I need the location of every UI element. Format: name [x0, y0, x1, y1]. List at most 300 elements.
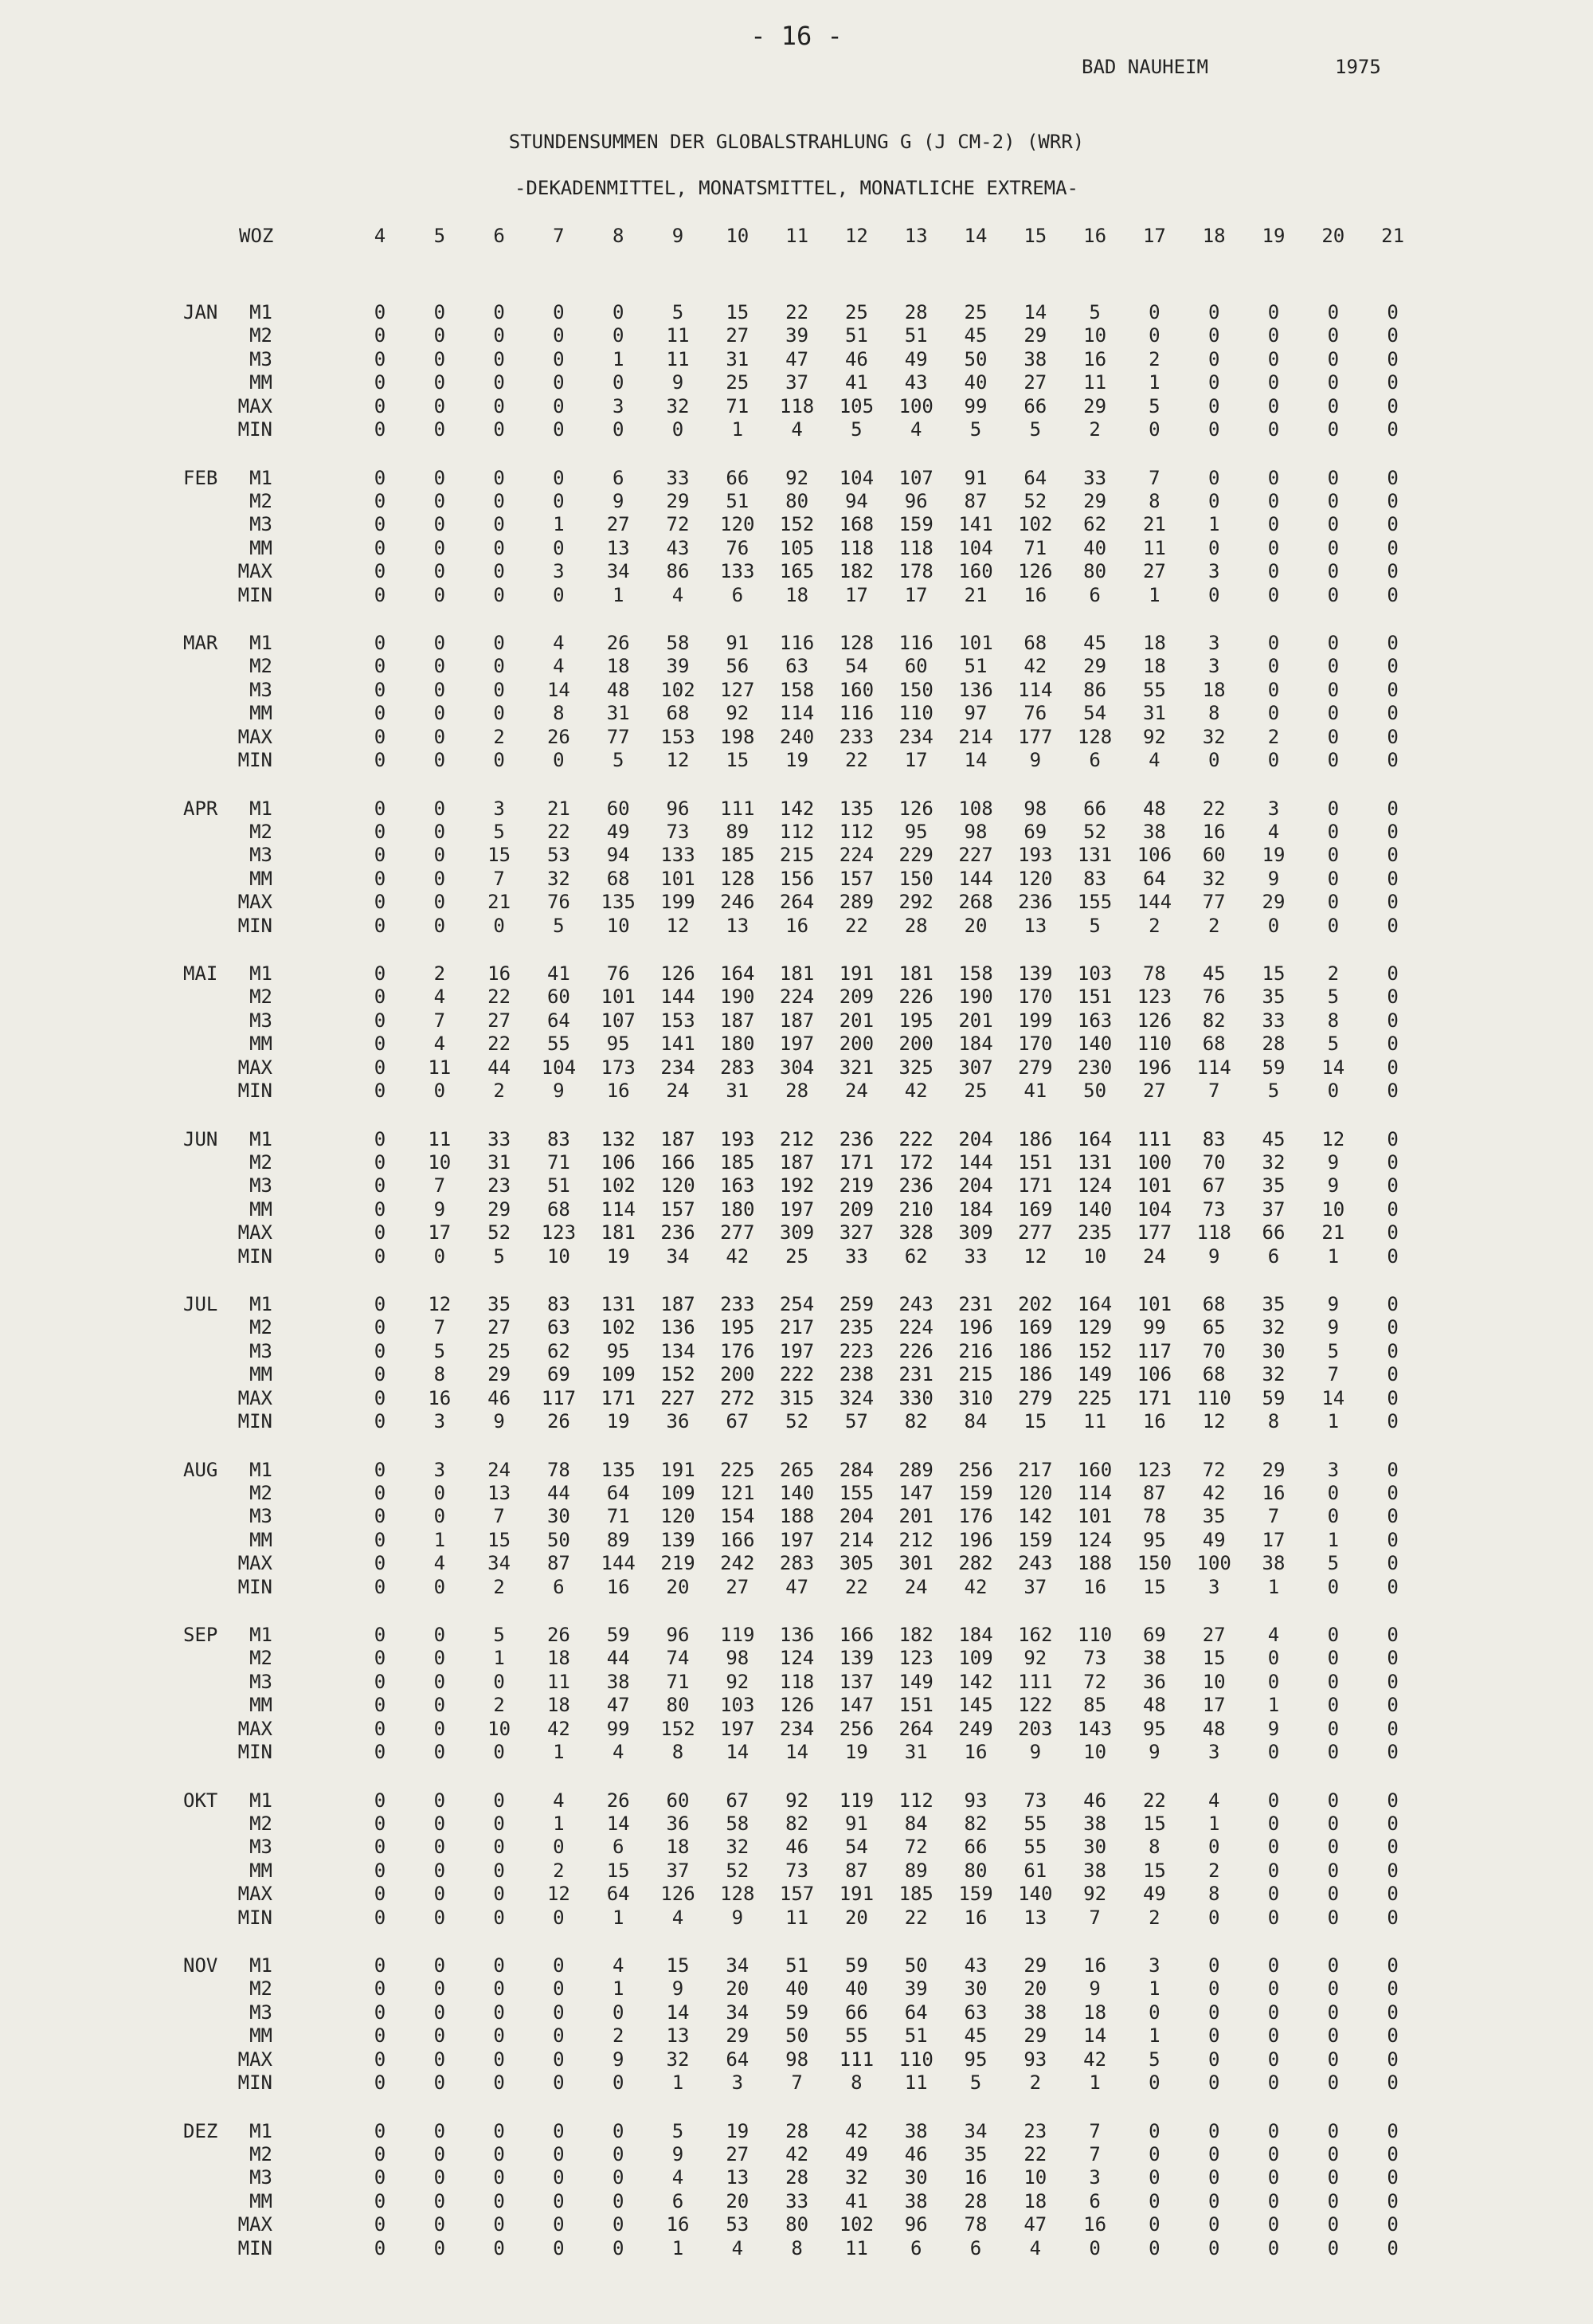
value-cell: 168: [839, 513, 875, 536]
value-cell: 8: [1327, 1009, 1340, 1032]
value-cell: 52: [1083, 820, 1107, 843]
value-cell: 1: [612, 1977, 624, 2001]
value-cell: 2: [493, 725, 505, 748]
value-cell: 0: [433, 1080, 446, 1102]
row-label: M2: [249, 820, 272, 843]
value-cell: 29: [1262, 891, 1286, 914]
value-cell: 50: [785, 2024, 809, 2048]
value-cell: 112: [839, 820, 875, 843]
month-name: NOV: [183, 1954, 218, 1977]
value-cell: 0: [433, 371, 446, 394]
value-cell: 29: [487, 1363, 511, 1386]
value-cell: 0: [433, 2213, 446, 2236]
value-cell: 209: [839, 1197, 875, 1221]
value-cell: 0: [1387, 1741, 1399, 1763]
value-cell: 0: [1267, 2142, 1280, 2165]
value-cell: 0: [1207, 2048, 1220, 2071]
value-cell: 0: [1387, 1009, 1399, 1032]
row-label: M1: [249, 1624, 272, 1646]
value-cell: 188: [779, 1505, 815, 1528]
value-cell: 33: [785, 2189, 809, 2212]
value-cell: 0: [374, 1033, 386, 1056]
value-cell: 52: [1024, 489, 1047, 512]
value-cell: 0: [374, 725, 386, 748]
hour-header: 7: [553, 225, 565, 247]
value-cell: 42: [1024, 655, 1047, 678]
value-cell: 128: [720, 1883, 755, 1906]
value-cell: 0: [1327, 1717, 1340, 1740]
value-cell: 152: [660, 1363, 695, 1386]
value-cell: 43: [904, 371, 928, 394]
value-cell: 198: [720, 725, 755, 748]
value-cell: 47: [785, 347, 809, 370]
value-cell: 0: [433, 1575, 446, 1598]
value-cell: 0: [553, 371, 565, 394]
value-cell: 0: [1387, 1056, 1399, 1079]
value-cell: 7: [433, 1009, 446, 1032]
value-cell: 159: [958, 1481, 993, 1504]
value-cell: 85: [1083, 1694, 1107, 1717]
value-cell: 14: [666, 2001, 690, 2024]
value-cell: 0: [374, 489, 386, 512]
value-cell: 99: [1142, 1316, 1166, 1339]
table-row: [0, 348, 1593, 371]
value-cell: 103: [720, 1694, 755, 1717]
row-label: MM: [249, 1694, 272, 1717]
value-cell: 0: [1387, 1316, 1399, 1339]
value-cell: 0: [612, 2236, 624, 2259]
value-cell: 0: [1207, 583, 1220, 606]
row-label: M3: [249, 2166, 272, 2189]
value-cell: 0: [493, 536, 505, 559]
value-cell: 43: [964, 1954, 988, 1977]
value-cell: 100: [1137, 1150, 1172, 1174]
value-cell: 0: [553, 1906, 565, 1929]
value-cell: 0: [1387, 1836, 1399, 1859]
value-cell: 45: [1202, 962, 1226, 985]
value-cell: 309: [779, 1221, 815, 1244]
row-label: M2: [249, 324, 272, 347]
value-cell: 215: [958, 1363, 993, 1386]
value-cell: 0: [1267, 1670, 1280, 1693]
year: 1975: [1335, 56, 1381, 78]
value-cell: 0: [1387, 2166, 1399, 2189]
value-cell: 91: [964, 466, 988, 489]
value-cell: 5: [553, 914, 565, 937]
value-cell: 131: [1077, 844, 1113, 867]
value-cell: 0: [433, 1977, 446, 2001]
row-label: M3: [249, 1339, 272, 1362]
value-cell: 43: [666, 536, 690, 559]
value-cell: 0: [493, 2024, 505, 2048]
value-cell: 0: [1387, 820, 1399, 843]
value-cell: 0: [1267, 678, 1280, 701]
value-cell: 236: [660, 1221, 695, 1244]
value-cell: 0: [553, 347, 565, 370]
value-cell: 2: [493, 1080, 505, 1102]
value-cell: 0: [1327, 1859, 1340, 1882]
value-cell: 0: [553, 466, 565, 489]
row-label: MAX: [237, 1386, 272, 1409]
value-cell: 107: [601, 1009, 636, 1032]
value-cell: 0: [612, 2001, 624, 2024]
value-cell: 120: [660, 1174, 695, 1197]
value-cell: 21: [487, 891, 511, 914]
value-cell: 0: [1327, 1670, 1340, 1693]
value-cell: 226: [898, 986, 933, 1009]
value-cell: 17: [904, 749, 928, 771]
value-cell: 0: [433, 1741, 446, 1763]
value-cell: 0: [493, 1741, 505, 1763]
value-cell: 153: [660, 725, 695, 748]
value-cell: 10: [428, 1150, 452, 1174]
value-cell: 18: [1142, 632, 1166, 654]
value-cell: 0: [433, 749, 446, 771]
value-cell: 22: [487, 1033, 511, 1056]
value-cell: 61: [1024, 1859, 1047, 1882]
value-cell: 11: [666, 347, 690, 370]
value-cell: 3: [731, 2071, 744, 2094]
value-cell: 53: [726, 2213, 750, 2236]
value-cell: 0: [493, 1836, 505, 1859]
value-cell: 50: [964, 347, 988, 370]
hour-header: 19: [1262, 225, 1286, 247]
value-cell: 36: [1142, 1670, 1166, 1693]
value-cell: 118: [839, 536, 875, 559]
row-label: MM: [249, 1197, 272, 1221]
value-cell: 150: [1137, 1552, 1172, 1575]
value-cell: 0: [374, 394, 386, 417]
value-cell: 0: [1267, 1789, 1280, 1812]
value-cell: 140: [1077, 1197, 1113, 1221]
table-row: [0, 844, 1593, 867]
value-cell: 45: [1262, 1127, 1286, 1150]
row-label: M1: [249, 1458, 272, 1481]
value-cell: 135: [839, 797, 875, 820]
value-cell: 32: [1262, 1316, 1286, 1339]
value-cell: 57: [844, 1410, 868, 1432]
value-cell: 0: [1387, 1386, 1399, 1409]
value-cell: 45: [964, 324, 988, 347]
value-cell: 31: [606, 702, 630, 725]
value-cell: 19: [1262, 844, 1286, 867]
value-cell: 32: [546, 867, 570, 890]
hour-header: 20: [1321, 225, 1345, 247]
value-cell: 187: [660, 1127, 695, 1150]
value-cell: 0: [612, 324, 624, 347]
value-cell: 0: [1327, 1883, 1340, 1906]
value-cell: 181: [779, 962, 815, 985]
value-cell: 235: [839, 1316, 875, 1339]
value-cell: 59: [844, 1954, 868, 1977]
row-label: MAX: [237, 2048, 272, 2071]
value-cell: 0: [1387, 962, 1399, 985]
value-cell: 224: [898, 1316, 933, 1339]
month-name: MAR: [183, 632, 218, 654]
value-cell: 0: [493, 1977, 505, 2001]
value-cell: 0: [1387, 1244, 1399, 1268]
value-cell: 20: [726, 2189, 750, 2212]
value-cell: 89: [606, 1528, 630, 1551]
value-cell: 1: [731, 418, 744, 441]
value-cell: 78: [964, 2213, 988, 2236]
value-cell: 0: [374, 1127, 386, 1150]
value-cell: 38: [1142, 1647, 1166, 1670]
value-cell: 0: [374, 418, 386, 441]
value-cell: 22: [487, 986, 511, 1009]
value-cell: 0: [1327, 1575, 1340, 1598]
value-cell: 0: [1327, 371, 1340, 394]
row-label: M1: [249, 797, 272, 820]
value-cell: 12: [1202, 1410, 1226, 1432]
value-cell: 0: [1327, 655, 1340, 678]
value-cell: 7: [1089, 1906, 1101, 1929]
value-cell: 7: [1267, 1505, 1280, 1528]
value-cell: 66: [964, 1836, 988, 1859]
value-cell: 104: [839, 466, 875, 489]
hour-header: 4: [374, 225, 386, 247]
table-row: [0, 986, 1593, 1009]
value-cell: 55: [546, 1033, 570, 1056]
table-row: [0, 1221, 1593, 1244]
value-cell: 0: [1327, 301, 1340, 323]
value-cell: 31: [904, 1741, 928, 1763]
table-row: [0, 1954, 1593, 1977]
value-cell: 4: [553, 632, 565, 654]
value-cell: 0: [374, 1977, 386, 2001]
value-cell: 34: [487, 1552, 511, 1575]
value-cell: 199: [660, 891, 695, 914]
value-cell: 0: [671, 418, 684, 441]
table-row: [0, 2048, 1593, 2071]
value-cell: 0: [1207, 2142, 1220, 2165]
value-cell: 9: [1207, 1244, 1220, 1268]
value-cell: 0: [433, 1789, 446, 1812]
value-cell: 98: [964, 820, 988, 843]
value-cell: 0: [1387, 1080, 1399, 1102]
row-label: M1: [249, 466, 272, 489]
value-cell: 32: [844, 2166, 868, 2189]
value-cell: 0: [1327, 2213, 1340, 2236]
row-label: M1: [249, 1127, 272, 1150]
value-cell: 34: [726, 1954, 750, 1977]
table-row: [0, 798, 1593, 821]
value-cell: 7: [1089, 2119, 1101, 2142]
value-cell: 0: [1267, 2166, 1280, 2189]
value-cell: 187: [779, 1150, 815, 1174]
value-cell: 246: [720, 891, 755, 914]
value-cell: 212: [779, 1127, 815, 1150]
value-cell: 8: [1149, 489, 1161, 512]
value-cell: 22: [546, 820, 570, 843]
value-cell: 29: [487, 1197, 511, 1221]
value-cell: 0: [433, 2119, 446, 2142]
value-cell: 0: [374, 1009, 386, 1032]
value-cell: 0: [1207, 301, 1220, 323]
value-cell: 2: [553, 1859, 565, 1882]
value-cell: 0: [1387, 1197, 1399, 1221]
value-cell: 0: [1387, 1575, 1399, 1598]
value-cell: 0: [1207, 2119, 1220, 2142]
value-cell: 170: [1018, 1033, 1053, 1056]
value-cell: 193: [1018, 844, 1053, 867]
value-cell: 11: [844, 2236, 868, 2259]
value-cell: 325: [898, 1056, 933, 1079]
value-cell: 0: [374, 1056, 386, 1079]
value-cell: 110: [898, 2048, 933, 2071]
value-cell: 36: [666, 1410, 690, 1432]
value-cell: 0: [493, 418, 505, 441]
table-row: [0, 891, 1593, 914]
value-cell: 0: [374, 2048, 386, 2071]
value-cell: 0: [1267, 347, 1280, 370]
value-cell: 39: [785, 324, 809, 347]
value-cell: 15: [726, 301, 750, 323]
value-cell: 166: [839, 1624, 875, 1646]
value-cell: 0: [612, 301, 624, 323]
value-cell: 3: [1327, 1458, 1340, 1481]
table-row: [0, 1907, 1593, 1930]
value-cell: 259: [839, 1293, 875, 1315]
value-cell: 28: [785, 2166, 809, 2189]
value-cell: 0: [1387, 1624, 1399, 1646]
value-cell: 140: [1018, 1883, 1053, 1906]
value-cell: 0: [374, 1670, 386, 1693]
value-cell: 0: [374, 1859, 386, 1882]
month-name: DEZ: [183, 2119, 218, 2142]
value-cell: 102: [1018, 513, 1053, 536]
value-cell: 41: [546, 962, 570, 985]
value-cell: 76: [726, 536, 750, 559]
value-cell: 64: [1142, 867, 1166, 890]
value-cell: 187: [720, 1009, 755, 1032]
value-cell: 158: [958, 962, 993, 985]
month-name: JUN: [183, 1127, 218, 1150]
hour-header-row: [0, 225, 1593, 257]
value-cell: 254: [779, 1293, 815, 1315]
value-cell: 0: [612, 371, 624, 394]
value-cell: 6: [731, 583, 744, 606]
value-cell: 0: [1327, 347, 1340, 370]
row-label: MIN: [237, 1575, 272, 1598]
value-cell: 0: [493, 2189, 505, 2212]
value-cell: 0: [433, 1954, 446, 1977]
value-cell: 67: [726, 1789, 750, 1812]
page-number: - 16 -: [750, 21, 843, 51]
value-cell: 131: [1077, 1150, 1113, 1174]
value-cell: 152: [660, 1717, 695, 1740]
value-cell: 28: [785, 1080, 809, 1102]
value-cell: 5: [1089, 301, 1101, 323]
value-cell: 182: [898, 1624, 933, 1646]
row-label: MIN: [237, 1741, 272, 1763]
table-row: [0, 726, 1593, 749]
value-cell: 12: [546, 1883, 570, 1906]
value-cell: 34: [964, 2119, 988, 2142]
value-cell: 74: [666, 1647, 690, 1670]
value-cell: 63: [964, 2001, 988, 2024]
value-cell: 60: [606, 797, 630, 820]
value-cell: 0: [433, 2048, 446, 2071]
value-cell: 94: [606, 844, 630, 867]
value-cell: 1: [1149, 2024, 1161, 2048]
value-cell: 17: [1202, 1694, 1226, 1717]
value-cell: 27: [487, 1316, 511, 1339]
value-cell: 112: [898, 1789, 933, 1812]
value-cell: 12: [1321, 1127, 1345, 1150]
value-cell: 0: [1267, 2236, 1280, 2259]
value-cell: 0: [1267, 583, 1280, 606]
row-label: M3: [249, 1836, 272, 1859]
table-row: [0, 679, 1593, 702]
value-cell: 0: [1387, 2001, 1399, 2024]
value-cell: 21: [546, 797, 570, 820]
value-cell: 0: [1327, 1954, 1340, 1977]
value-cell: 139: [660, 1528, 695, 1551]
table-row: [0, 301, 1593, 324]
value-cell: 193: [720, 1127, 755, 1150]
table-row: [0, 1340, 1593, 1363]
value-cell: 110: [1077, 1624, 1113, 1646]
value-cell: 234: [660, 1056, 695, 1079]
value-cell: 0: [1149, 301, 1161, 323]
value-cell: 0: [433, 2189, 446, 2212]
value-cell: 0: [1327, 820, 1340, 843]
value-cell: 0: [1267, 418, 1280, 441]
value-cell: 0: [374, 749, 386, 771]
value-cell: 0: [493, 347, 505, 370]
value-cell: 5: [493, 1624, 505, 1646]
table-row: [0, 1718, 1593, 1741]
value-cell: 284: [839, 1458, 875, 1481]
value-cell: 147: [898, 1481, 933, 1504]
value-cell: 0: [493, 702, 505, 725]
value-cell: 16: [487, 962, 511, 985]
value-cell: 71: [666, 1670, 690, 1693]
value-cell: 24: [844, 1080, 868, 1102]
value-cell: 0: [433, 2236, 446, 2259]
value-cell: 0: [433, 2071, 446, 2094]
value-cell: 35: [1202, 1505, 1226, 1528]
value-cell: 50: [904, 1954, 928, 1977]
row-label: M2: [249, 1150, 272, 1174]
value-cell: 277: [720, 1221, 755, 1244]
value-cell: 0: [1387, 1293, 1399, 1315]
value-cell: 0: [374, 1458, 386, 1481]
value-cell: 65: [1202, 1316, 1226, 1339]
value-cell: 27: [606, 513, 630, 536]
table-row: [0, 1387, 1593, 1410]
table-row: [0, 1056, 1593, 1080]
value-cell: 53: [546, 844, 570, 867]
value-cell: 41: [1024, 1080, 1047, 1102]
row-label: M1: [249, 1789, 272, 1812]
value-cell: 19: [844, 1741, 868, 1763]
value-cell: 0: [553, 2071, 565, 2094]
value-cell: 114: [779, 702, 815, 725]
value-cell: 5: [612, 749, 624, 771]
value-cell: 0: [1207, 394, 1220, 417]
value-cell: 0: [493, 371, 505, 394]
value-cell: 44: [487, 1056, 511, 1079]
value-cell: 95: [1142, 1528, 1166, 1551]
value-cell: 0: [1387, 1481, 1399, 1504]
value-cell: 0: [433, 632, 446, 654]
value-cell: 159: [898, 513, 933, 536]
value-cell: 0: [493, 1670, 505, 1693]
value-cell: 68: [546, 1197, 570, 1221]
value-cell: 0: [374, 1410, 386, 1432]
